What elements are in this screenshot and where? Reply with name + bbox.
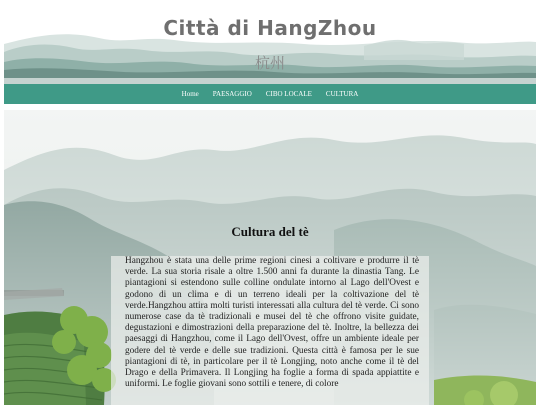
nav-home[interactable]: Home bbox=[181, 90, 199, 98]
nav-cultura[interactable]: CULTURA bbox=[325, 90, 359, 98]
article-panel bbox=[111, 256, 429, 405]
site-title: Città di HangZhou bbox=[163, 16, 377, 40]
article-body: Hangzhou è stata una delle prime regioni cinesi a coltivare e produrre il tè verde. La sua storia risale a oltre 1.500 anni fa durante la dinastia Tang. Le piantagioni si estendono sulle colline ondulate intorno al Lago dell'Ovest e godono di un clima e di un terreno ideali per la coltivazione del tè verde.Hangzhou attira molti turisti interessati alla cultura del tè verde. Ci sono numerose case da tè tradizionali e musei del tè che offrono visite guidate, degustazioni e dimostrazioni della preparazione del tè. Inoltre, la bellezza dei paesaggi di Hangzhou, come il Lago dell'Ovest, offre un ambiente ideale per godere del tè verde e delle sue tradizioni. Questa città è famosa per le sue piantagioni di tè, in particolare per il tè Longjing, noto anche come il tè del Drago e della Primavera. Il Longjing ha foglie a forma di spada appiattite e uniformi. Le foglie giovani sono sottili e tenere, di colore bbox=[125, 256, 419, 390]
nav-paesaggio[interactable]: PAESAGGIO bbox=[212, 90, 252, 98]
main-navbar bbox=[4, 84, 536, 104]
nav-cibo-locale[interactable]: CIBO LOCALE bbox=[265, 90, 312, 98]
site-subtitle: 杭州 bbox=[254, 54, 285, 72]
section-title: Cultura del tè bbox=[231, 224, 309, 239]
